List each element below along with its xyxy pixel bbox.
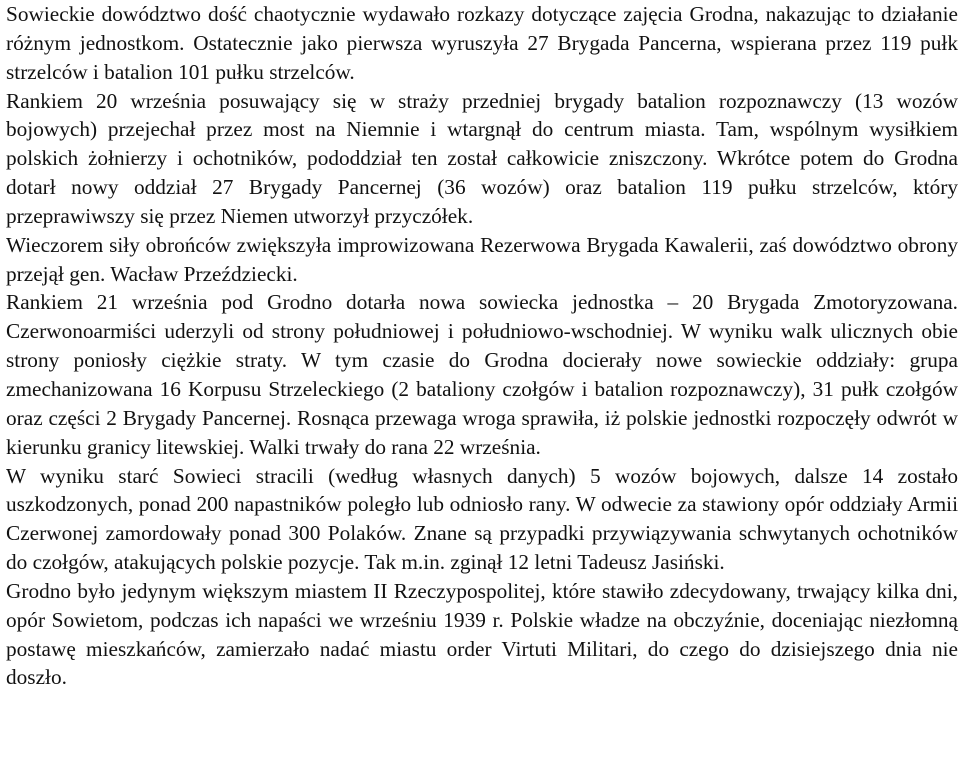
paragraph-4: Rankiem 21 września pod Grodno dotarła nowa sowiecka jednostka – 20 Brygada Zmotoryzowana. Czerwonoarmiści uderzyli od strony południowej i południowo-wschodniej. W wyniku walk ulicznych obie strony poniosły ciężkie straty. W tym czasie do Grodna docierały nowe sowieckie oddziały: grupa zmechanizowana 16 Korpusu Strzeleckiego (2 bataliony czołgów i batalion rozpoznawczy), 31 pułk czołgów oraz części 2 Brygady Pancernej. Rosnąca przewaga wroga sprawiła, iż polskie jednostki rozpoczęły odwrót w kierunku granicy litewskiej. Walki trwały do rana 22 września.: [6, 290, 958, 459]
paragraph-1: Sowieckie dowództwo dość chaotycznie wydawało rozkazy dotyczące zajęcia Grodna, nakazując to działanie różnym jednostkom. Ostatecznie jako pierwsza wyruszyła 27 Brygada Pancerna, wspierana przez 119 pułk strzelców i batalion 101 pułku strzelców.: [6, 2, 958, 84]
paragraph-3: Wieczorem siły obrońców zwiększyła improwizowana Rezerwowa Brygada Kawalerii, zaś dowództwo obrony przejął gen. Wacław Przeździecki.: [6, 232, 958, 286]
paragraph-2: Rankiem 20 września posuwający się w straży przedniej brygady batalion rozpoznawczy (13 wozów bojowych) przejechał przez most na Niemnie i wtargnął do centrum miasta. Tam, wspólnym wysiłkiem polskich żołnierzy i ochotników, pododdział ten został całkowicie zniszczony. Wkrótce potem do Grodna dotarł nowy oddział 27 Brygady Pancernej (36 wozów) oraz batalion 119 pułku strzelców, który przeprawiwszy się przez Niemen utworzył przyczółek.: [6, 88, 958, 228]
paragraph-6: Grodno było jedynym większym miastem II Rzeczypospolitej, które stawiło zdecydowany, trwający kilka dni, opór Sowietom, podczas ich napaści we wrześniu 1939 r. Polskie władze na obczyźnie, doceniając niezłomną postawę mieszkańców, zamierzało nadać miastu order Virtuti Militari, do czego do dzisiejszego dnia nie doszło.: [6, 578, 958, 690]
document-page: [6, 0, 958, 692]
paragraph-5: W wyniku starć Sowieci stracili (według własnych danych) 5 wozów bojowych, dalsze 14 zostało uszkodzonych, ponad 200 napastników poległo lub odniosło rany. W odwecie za stawiony opór oddziały Armii Czerwonej zamordowały ponad 300 Polaków. Znane są przypadki przywiązywania schwytanych ochotników do czołgów, atakujących polskie pozycje. Tak m.in. zginął 12 letni Tadeusz Jasiński.: [6, 463, 958, 575]
